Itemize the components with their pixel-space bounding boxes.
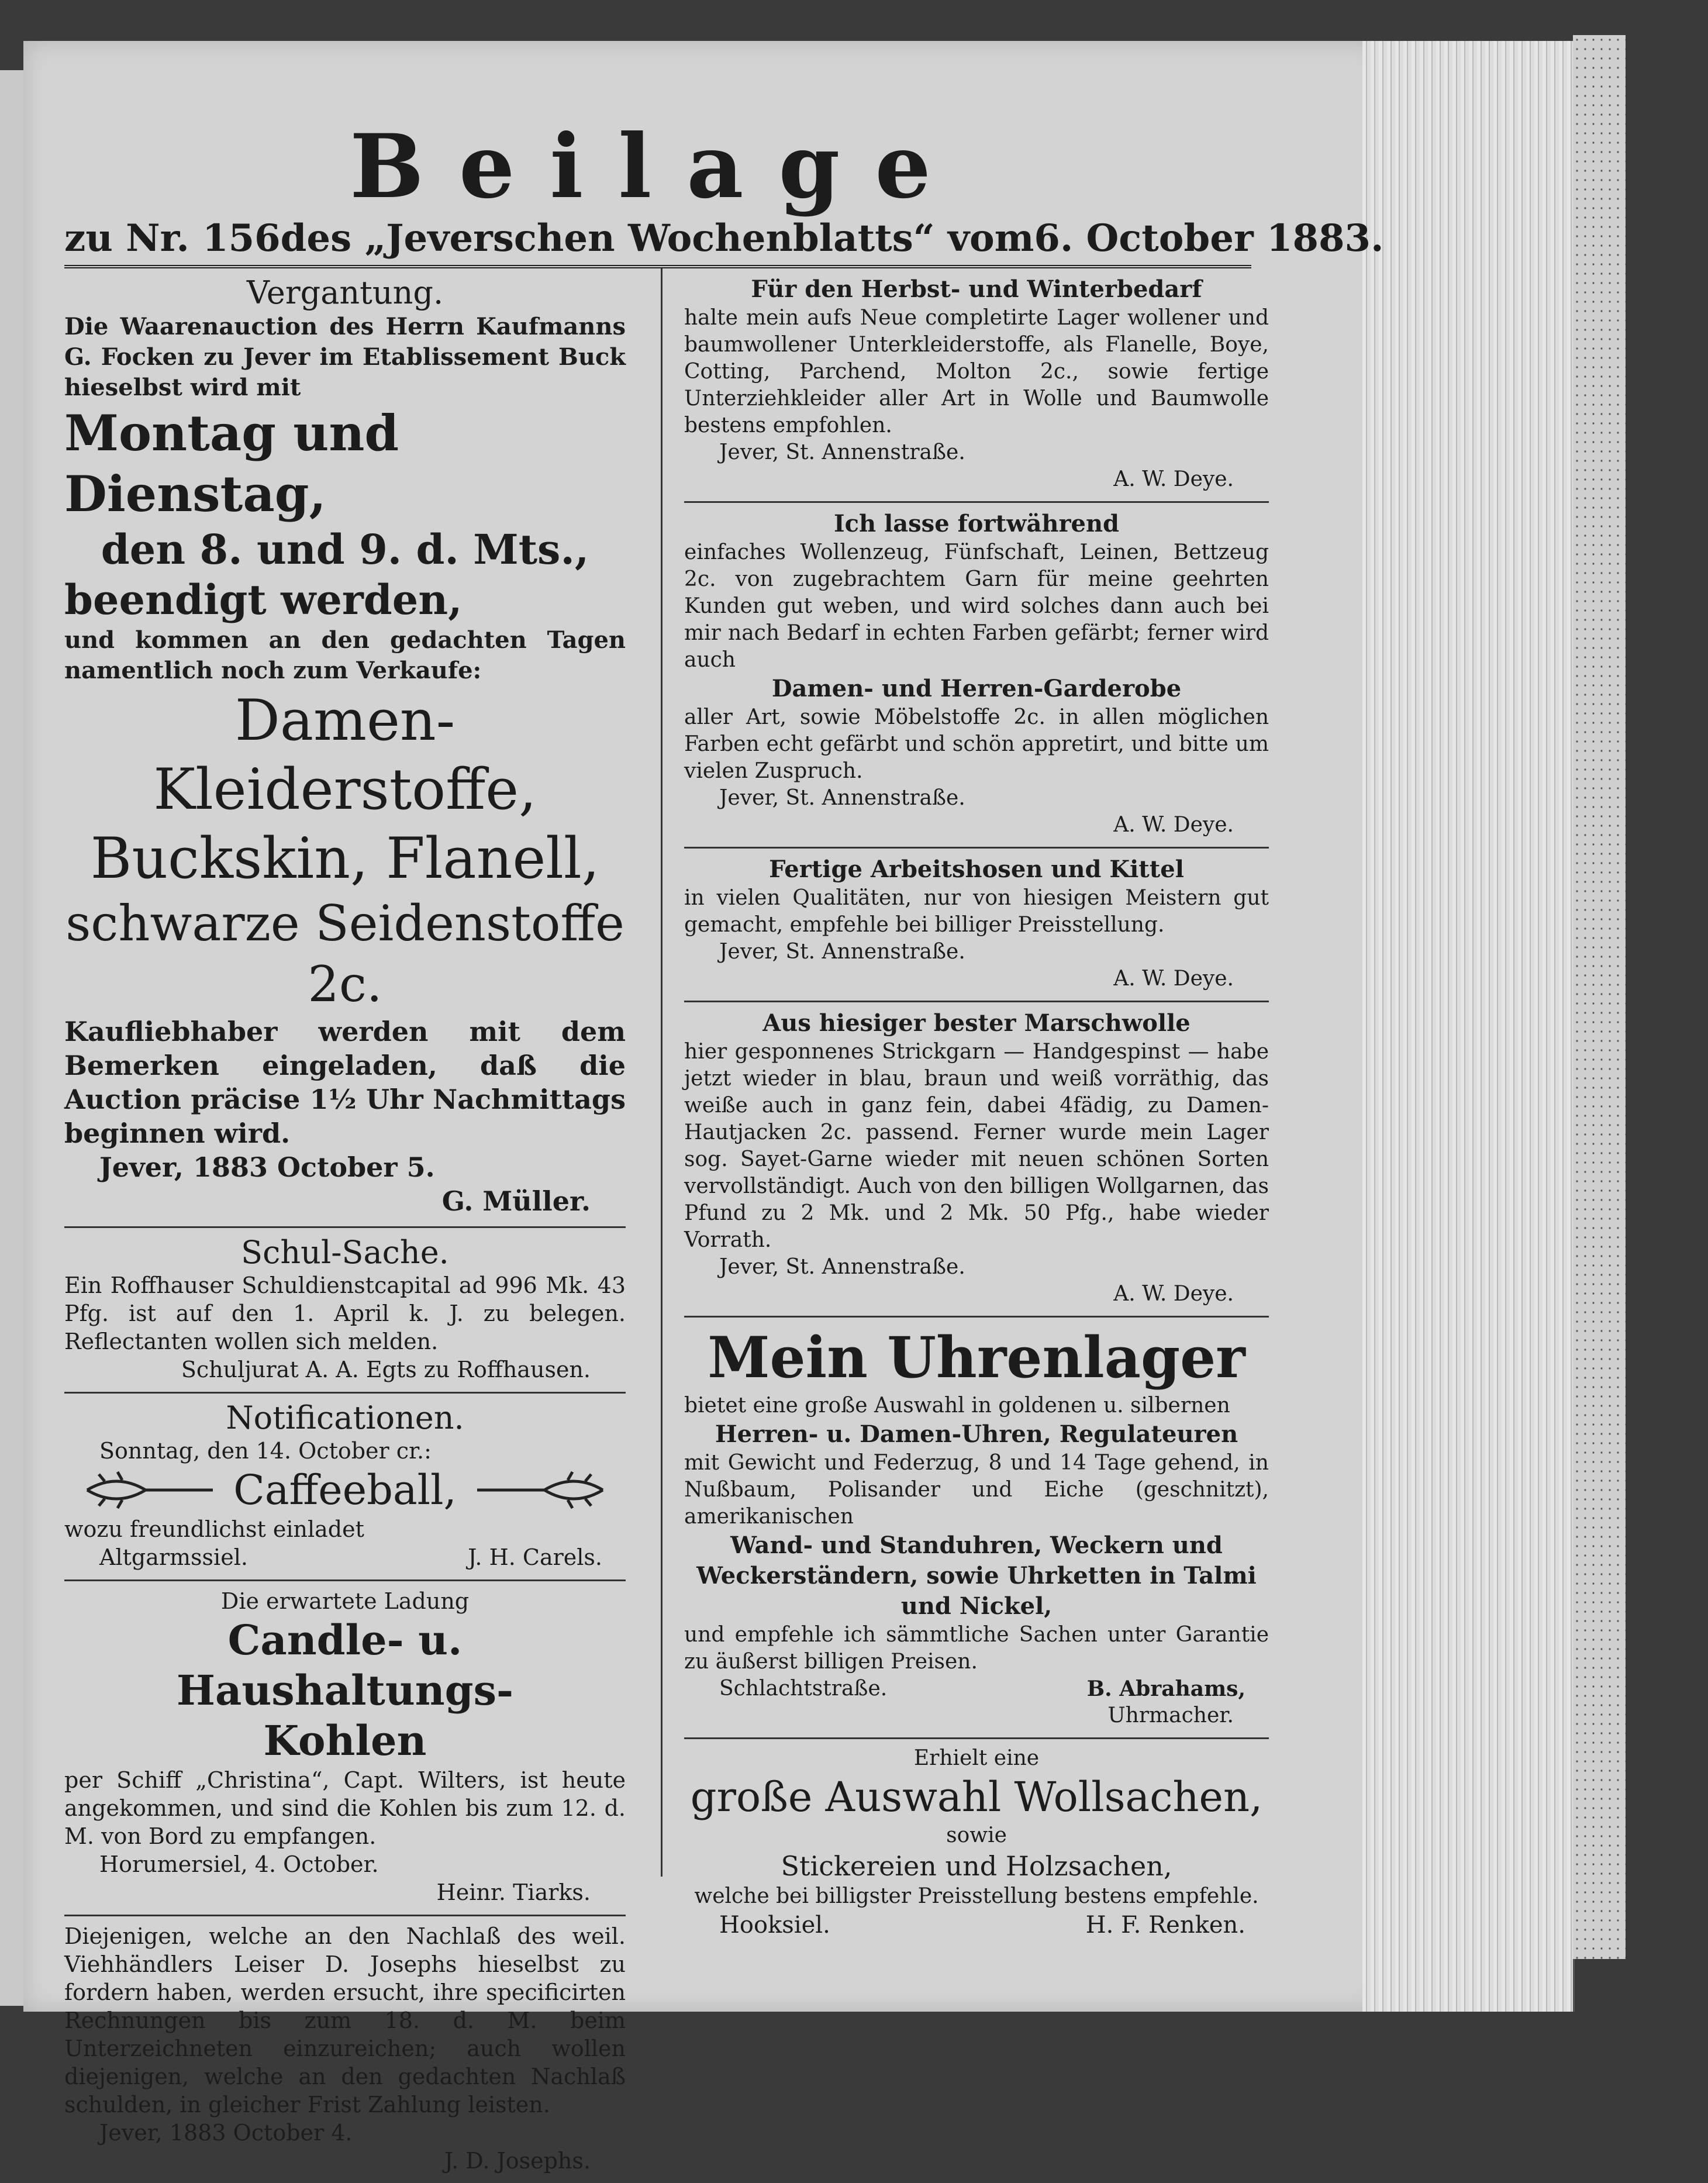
ad-footer (684, 1675, 1269, 1702)
issue-date: 6. October 1883. (1034, 216, 1384, 260)
ad-big-text: beendigt werden, (64, 575, 463, 624)
page-content (64, 115, 1384, 2174)
ad-text: hier gesponnenes Strickgarn — Handgespinst — habe jetzt wieder in blau, braun und weiß vorräthig, das weiße auch in ganz fein, dabei 4fädig, zu Damen-Hautjacken 2c. passend. Ferner wurde mein Lager sog. Sayet-Garne wieder mit neuen schönen Sorten vervollständigt. Auch von den billigen Wollgarnen, das Pfund zu 2 Mk. und 2 Mk. 50 Pfg., habe wieder Vorrath. (684, 1040, 1269, 1252)
adjacent-page-edge (0, 70, 25, 2006)
ad-text: einfaches Wollenzeug, Fünfschaft, Leinen, Bettzeug 2c. von zugebrachtem Garn für meine geehrten Kunden gut weben, und wird solches dann auch bei mir nach Bedarf in echten Farben gefärbt; ferner wird auch (684, 540, 1269, 672)
ad-signature: A. W. Deye. (1113, 467, 1234, 491)
ad-signature: Heinr. Tiarks. (436, 1879, 591, 1905)
ad-text: wozu freundlichst einladet (64, 1516, 364, 1542)
ad-place: Jever, 1883 October 5. (99, 1151, 435, 1183)
ad-subheading: Herren- u. Damen-Uhren, Regulateuren (715, 1420, 1238, 1448)
ad-signature: J. H. Carels. (468, 1544, 602, 1570)
ad-signature: Schuljurat A. A. Egts zu Roffhausen. (181, 1357, 591, 1382)
ad-place: Altgarmssiel. (99, 1544, 248, 1570)
ad-footer (684, 1910, 1269, 1940)
ad-big-text: Montag und Dienstag, (64, 404, 399, 523)
ad-signature: H. F. Renken. (1085, 1912, 1245, 1939)
issue-number: zu Nr. 156 (64, 216, 281, 260)
ad-text: und kommen an den gedachten Tagen namentlich noch zum Verkaufe: (64, 626, 626, 684)
ad-vergantung (64, 268, 626, 1228)
ad-signature: A. W. Deye. (1113, 813, 1234, 837)
ad-heading: Für den Herbst- und Winterbedarf (751, 275, 1202, 303)
ad-text: halte mein aufs Neue completirte Lager wollener und baumwollener Unterkleiderstoffe, als Flanelle, Boye, Cotting, Parchend, Molton 2c., sowie fertige Unterziehkleider aller Art in Wolle und Baumwolle bestens empfohlen. (684, 306, 1269, 437)
ad-place: Jever, 1883 October 4. (99, 2120, 353, 2146)
masthead-title: Beilage (350, 115, 966, 218)
ad-heading: Notificationen. (226, 1399, 464, 1436)
ad-place: Jever, St. Annenstraße. (719, 1255, 965, 1279)
ad-event: Caffeeball, (233, 1466, 457, 1514)
ad-text: bietet eine große Auswahl in goldenen u. silbernen (684, 1394, 1230, 1418)
columns (64, 268, 1269, 2174)
left-column (64, 268, 626, 2183)
ornament-row (64, 1465, 626, 1515)
ad-lead: Erhielt eine (913, 1746, 1040, 1770)
ad-text: sowie (946, 1823, 1007, 1847)
ad-text: aller Art, sowie Möbelstoffe 2c. in allen möglichen Farben echt gefärbt und schön appretirt, und bitte um vielen Zuspruch. (684, 705, 1269, 783)
ad-text: Diejenigen, welche an den Nachlaß des weil. Viehhändlers Leiser D. Josephs hieselbst zu fordern haben, werden ersucht, ihre specificirten Rechnungen bis zum 18. d. M. beim Unterzeichneten einzureichen; auch wollen diejenigen, welche an den gedachten Nachlaß schulden, in gleicher Frist Zahlung leisten. (64, 1923, 626, 2118)
ad-text: per Schiff „Christina“, Capt. Wilters, ist heute angekommen, und sind die Kohlen bis zum 12. d. M. von Bord zu empfangen. (64, 1767, 626, 1849)
ad-item: schwarze Seidenstoffe 2c. (65, 895, 624, 1013)
ad-marschwolle (684, 1002, 1269, 1318)
ad-heading: Aus hiesiger bester Marschwolle (762, 1009, 1191, 1037)
ad-arbeitshosen (684, 849, 1269, 1002)
ad-signature: B. Abrahams, (1086, 1677, 1245, 1701)
ad-big-text: große Auswahl Wollsachen, (690, 1773, 1263, 1821)
ad-place: Schlachtstraße. (719, 1677, 888, 1701)
ad-subheading: Wand- und Standuhren, Weckern und Weckerständern, sowie Uhrketten in Talmi und Nickel, (696, 1532, 1257, 1620)
ad-place: Hooksiel. (719, 1912, 830, 1939)
ad-notificationen (64, 1394, 626, 1581)
ad-text: mit Gewicht und Federzug, 8 und 14 Tage gehend, in Nußbaum, Polisander und Eiche (geschnitzt), amerikanischen (684, 1451, 1269, 1529)
ad-heading: Schul-Sache. (241, 1234, 449, 1271)
ad-text: Die Waarenauction des Herrn Kaufmanns G. Focken zu Jever im Etablissement Buck hieselbst wird mit (64, 313, 626, 401)
ad-text: Ein Roffhauser Schuldienstcapital ad 996 Mk. 43 Pfg. ist auf den 1. April k. J. zu belegen. Reflectanten wollen sich melden. (64, 1272, 626, 1354)
ad-place: Jever, St. Annenstraße. (719, 440, 965, 464)
ad-place: Horumersiel, 4. October. (99, 1851, 379, 1877)
ad-heading: Fertige Arbeitshosen und Kittel (769, 856, 1184, 883)
masthead-subtitle (64, 216, 1384, 268)
publication-name: des „Jeverschen Wochenblatts“ vom (280, 216, 1034, 260)
book-page-edges (1362, 41, 1575, 2012)
ad-big-text: den 8. und 9. d. Mts., (101, 525, 589, 574)
ad-item: Buckskin, Flanell, (90, 826, 600, 891)
ad-subheading: Damen- und Herren-Garderobe (771, 675, 1182, 702)
ad-signature: A. W. Deye. (1113, 967, 1234, 991)
ad-big-text: Mein Uhrenlager (708, 1325, 1245, 1391)
ad-text: Kaufliebhaber werden mit dem Bemerken eingeladen, daß die Auction präcise 1½ Uhr Nachmittags beginnen wird. (64, 1016, 626, 1149)
ad-uhrenlager (684, 1318, 1269, 1739)
right-ornament-icon (474, 1470, 609, 1510)
ad-herbst (684, 268, 1269, 503)
ad-text: in vielen Qualitäten, nur von hiesigen Meistern gut gemacht, empfehle bei billiger Preisstellung. (684, 886, 1269, 937)
ad-text: und empfehle ich sämmtliche Sachen unter Garantie zu äußerst billigen Preisen. (684, 1623, 1269, 1674)
ad-schul-sache (64, 1228, 626, 1394)
ad-nachlass (64, 1916, 626, 2183)
ad-wollsachen (684, 1739, 1269, 1949)
ad-footer (64, 1543, 626, 1571)
ad-kohlen (64, 1581, 626, 1916)
ad-signature: G. Müller. (441, 1185, 591, 1217)
ad-text: welche bei billigster Preisstellung bestens empfehle. (694, 1884, 1259, 1908)
ad-place: Jever, St. Annenstraße. (719, 786, 965, 810)
right-column (684, 268, 1269, 1949)
ad-lead: Die erwartete Ladung (220, 1588, 470, 1614)
ad-place: Jever, St. Annenstraße. (719, 940, 965, 964)
book-cover-edge (1573, 35, 1626, 1959)
ad-fortwaehrend (684, 503, 1269, 849)
ad-big-text: Candle- u. Haushaltungs- (176, 1616, 514, 1715)
ad-heading: Vergantung. (246, 274, 444, 311)
ad-big-text: Kohlen (263, 1716, 427, 1765)
column-divider (661, 268, 663, 1877)
left-ornament-icon (81, 1470, 216, 1510)
ad-signature: A. W. Deye. (1113, 1282, 1234, 1306)
ad-signature-role: Uhrmacher. (1107, 1703, 1234, 1727)
ad-item: Damen-Kleiderstoffe, (153, 688, 537, 822)
ad-heading: Ich lasse fortwährend (833, 510, 1120, 537)
ad-subheading: Stickereien und Holzsachen, (781, 1850, 1172, 1882)
ad-signature: J. D. Josephs. (444, 2148, 591, 2174)
ad-date: Sonntag, den 14. October cr.: (99, 1438, 432, 1464)
